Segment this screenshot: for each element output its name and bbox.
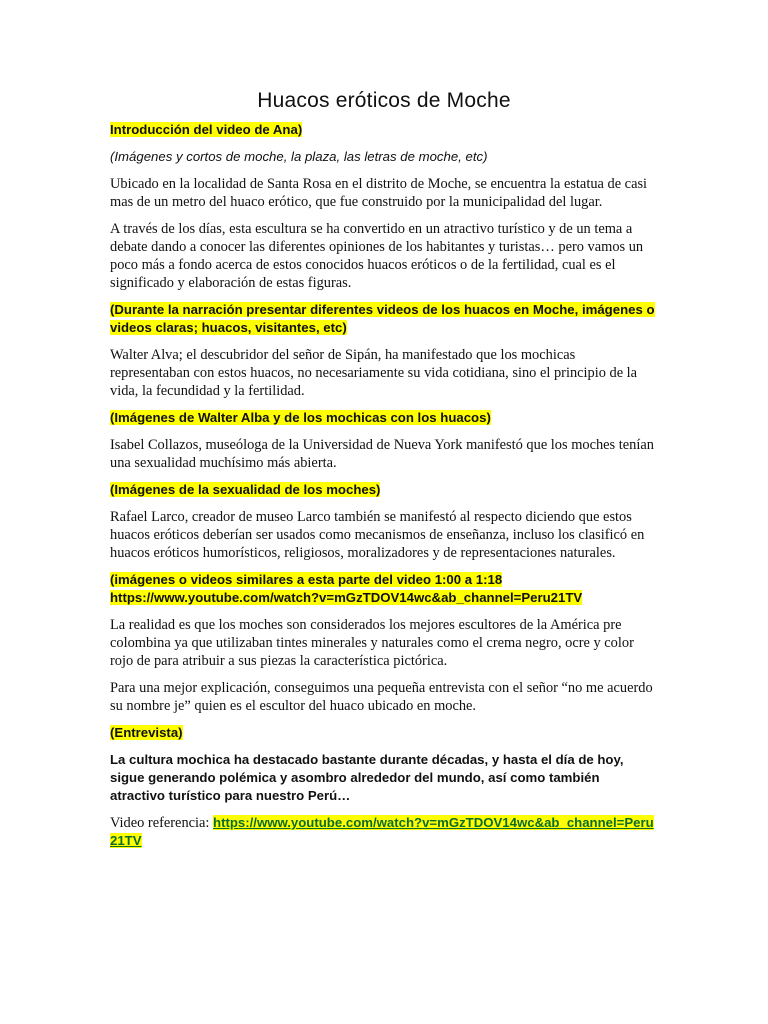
walter-alba-note [110, 409, 658, 427]
paragraph-walter-alva: Walter Alva; el descubridor del señor de Sipán, ha manifestado que los mochicas representaban con estos huacos, no necesariamente su vida cotidiana, sino el principio de la vida, la fecundidad y la fertilidad. [110, 347, 638, 399]
paragraph-closing: La cultura mochica ha destacado bastante durante décadas, y hasta el día de hoy, sigue generando polémica y asombro alrededor del mundo, así como también atractivo turístico para nuestro Perú… [110, 752, 624, 803]
paragraph-interview-intro: Para una mejor explicación, conseguimos una pequeña entrevista con el señor “no me acuerdo su nombre je” quien es el escultor del huaco ubicado en moche. [110, 680, 653, 714]
similar-videos-note [110, 571, 658, 607]
paragraph-sculptors: La realidad es que los moches son considerados los mejores escultores de la América pre colombina ya que utilizaban tintes minerales y naturales como el crema negro, ocre y color rojo de para atribuir a sus piezas la característica pictórica. [110, 617, 634, 669]
narration-note-text: (Durante la narración presentar diferentes videos de los huacos en Moche, imágenes o videos claras; huacos, visitantes, etc) [110, 302, 655, 335]
document-page [110, 88, 658, 859]
interview-note-text: (Entrevista) [110, 725, 183, 740]
sexuality-note-text: (Imágenes de la sexualidad de los moches) [110, 482, 381, 497]
document-title: Huacos eróticos de Moche [257, 89, 511, 112]
sexuality-note [110, 481, 658, 499]
paragraph-isabel-collazos: Isabel Collazos, museóloga de la Universidad de Nueva York manifestó que los moches tenían una sexualidad muchísimo más abierta. [110, 437, 654, 471]
video-reference-label: Video referencia: [110, 815, 214, 831]
similar-videos-note-text: (imágenes o videos similares a esta parte del video 1:00 a 1:18 https://www.youtube.com/watch?v=mGzTDOV14wc&ab_channel=Peru21TV [110, 572, 583, 605]
walter-alba-note-text: (Imágenes de Walter Alba y de los mochicas con los huacos) [110, 410, 491, 425]
intro-note [110, 121, 658, 139]
paragraph-rafael-larco: Rafael Larco, creador de museo Larco también se manifestó al respecto diciendo que estos huacos eróticos deberían ser usados como mecanismos de enseñanza, incluso los clasificó en huacos eróticos humorísticos, religiosos, moralizadores y de representaciones naturales. [110, 509, 645, 561]
video-reference [110, 814, 658, 850]
interview-note [110, 724, 658, 742]
video-reference-link[interactable]: https://www.youtube.com/watch?v=mGzTDOV14wc&ab_channel=Peru21TV [110, 815, 654, 848]
images-note: (Imágenes y cortos de moche, la plaza, las letras de moche, etc) [110, 149, 488, 164]
intro-note-text: Introducción del video de Ana) [110, 122, 303, 137]
paragraph-location: Ubicado en la localidad de Santa Rosa en el distrito de Moche, se encuentra la estatua de casi mas de un metro del huaco erótico, que fue construido por la municipalidad del lugar. [110, 176, 648, 210]
narration-note [110, 301, 658, 337]
paragraph-attraction: A través de los días, esta escultura se ha convertido en un atractivo turístico y de un tema a debate dando a conocer las diferentes opiniones de los habitantes y turistas… pero vamos un poco más a fondo acerca de estos conocidos huacos eróticos o de la fertilidad, cual es el significado y elaboración de estas figuras. [110, 221, 644, 291]
